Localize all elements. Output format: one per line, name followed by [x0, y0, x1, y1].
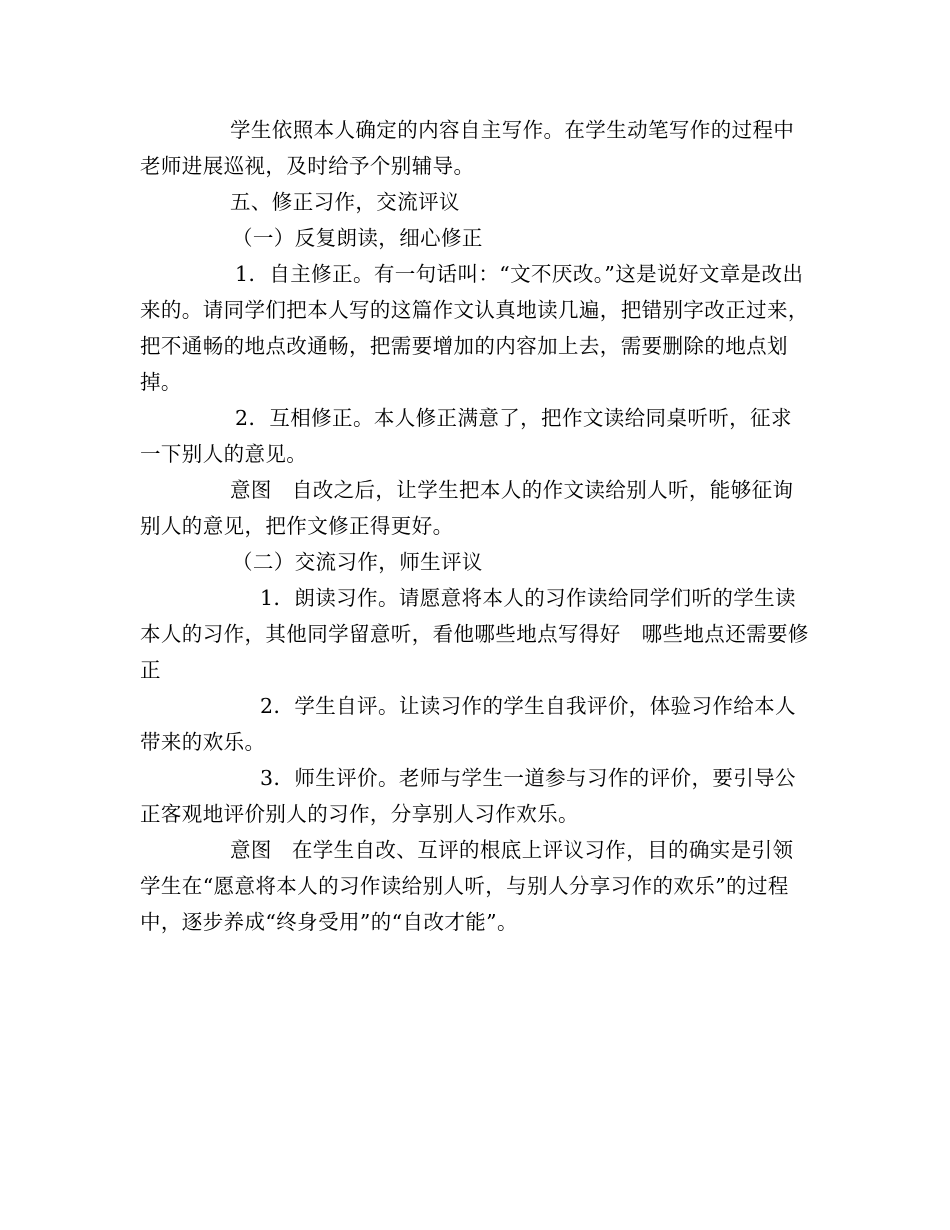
- paragraph-writing-guidance: [140, 112, 810, 184]
- paragraph-read-aloud: [140, 580, 810, 688]
- paragraph-text: 自改之后，让学生把本人的作文读给别人听，能够征询别人的意见，把作文修正得更好。: [140, 478, 794, 538]
- heading-text: （一）反复朗读，细心修正: [232, 226, 483, 250]
- paragraph-intent-one: [140, 472, 810, 544]
- section-heading-five: [140, 184, 810, 220]
- subsection-heading-two: [140, 544, 810, 580]
- paragraph-text: 1．自主修正。有一句话叫：“文不厌改。”这是说好文章是改出来的。请同学们把本人写的这篇作文认真地读几遍，把错别字改正过来，把不通畅的地点改通畅，把需要增加的内容加上去，需要删除的地点划掉。: [140, 262, 809, 394]
- intent-label: 意图: [230, 838, 272, 862]
- paragraph-text: 1．朗读习作。请愿意将本人的习作读给同学们听的学生读本人的习作，其他同学留意听，看他哪些地点写得好 哪些地点还需要修正: [140, 586, 809, 682]
- document-body: [140, 112, 810, 940]
- paragraph-text: 在学生自改、互评的根底上评议习作，目的确实是引领学生在“愿意将本人的习作读给别人听，与别人分享习作的欢乐”的过程中，逐步养成“终身受用”的“自改才能”。: [140, 838, 794, 934]
- heading-text: （二）交流习作，师生评议: [232, 550, 483, 574]
- subsection-heading-one: [140, 220, 810, 256]
- paragraph-text: 3．师生评价。老师与学生一道参与习作的评价，要引导公正客观地评价别人的习作，分享别人习作欢乐。: [140, 766, 796, 826]
- paragraph-intent-two: [140, 832, 810, 940]
- paragraph-self-evaluation: [140, 688, 810, 760]
- paragraph-text: 2．互相修正。本人修正满意了，把作文读给同桌听听，征求一下别人的意见。: [140, 406, 792, 466]
- paragraph-text: 学生依照本人确定的内容自主写作。在学生动笔写作的过程中老师进展巡视，及时给予个别辅导。: [140, 118, 795, 178]
- paragraph-teacher-student-evaluation: [140, 760, 810, 832]
- paragraph-self-revision: [140, 256, 810, 400]
- heading-text: 五、修正习作，交流评议: [230, 190, 460, 214]
- paragraph-mutual-revision: [140, 400, 810, 472]
- intent-label: 意图: [230, 478, 272, 502]
- paragraph-text: 2．学生自评。让读习作的学生自我评价，体验习作给本人带来的欢乐。: [140, 694, 796, 754]
